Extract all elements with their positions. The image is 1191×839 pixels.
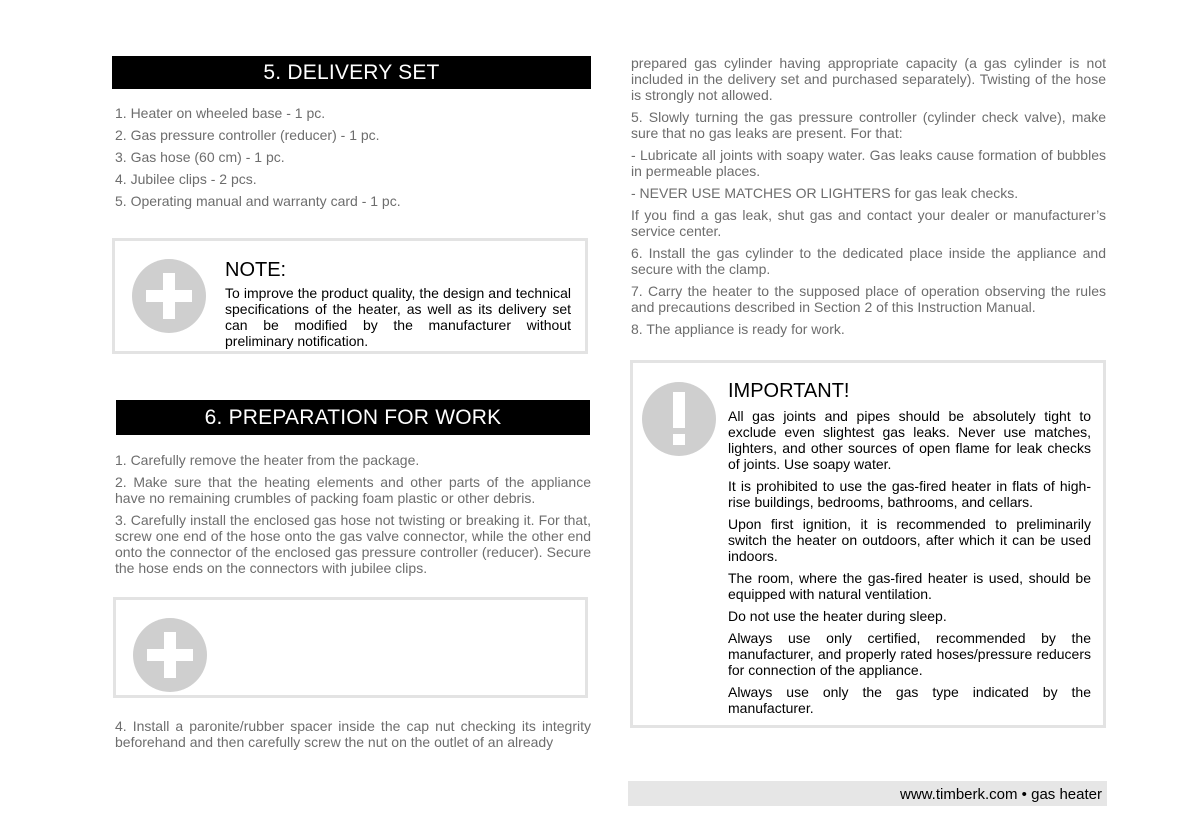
important-item: Do not use the heater during sleep. (728, 608, 947, 624)
paragraph: 7. Carry the heater to the supposed place of operation observing the rules and precautions described in Section 2 of this Instruction Manual. (631, 283, 1106, 315)
paragraph: 6. Install the gas cylinder to the dedicated place inside the appliance and secure with the clamp. (631, 245, 1106, 277)
paragraph: If you find a gas leak, shut gas and contact your dealer or manufacturer’s service center. (631, 207, 1106, 239)
prep-step-4: 4. Install a paronite/rubber spacer inside the cap nut checking its integrity beforehand and then carefully screw the nut on the outlet of an already (115, 718, 591, 750)
preparation-steps (115, 452, 591, 576)
delivery-set-header: 5. DELIVERY SET (112, 56, 591, 89)
preparation-header: 6. PREPARATION FOR WORK (116, 400, 590, 435)
important-item: Upon first ignition, it is recommended to preliminarily switch the heater on outdoors, after which it can be used indoors. (728, 516, 1091, 564)
important-box (630, 360, 1106, 728)
paragraph: prepared gas cylinder having appropriate capacity (a gas cylinder is not included in the delivery set and purchased separately). Twisting of the hose is strongly not allowed. (631, 55, 1106, 103)
list-item: 1. Heater on wheeled base - 1 pc. (115, 105, 326, 121)
note-box (112, 238, 588, 354)
paragraph: - NEVER USE MATCHES OR LIGHTERS for gas leak checks. (631, 185, 1019, 201)
right-column-text (631, 55, 1106, 337)
important-item: Always use only the gas type indicated by the manufacturer. (728, 684, 1091, 716)
important-item: It is prohibited to use the gas-fired heater in flats of high-rise buildings, bedrooms, bathrooms, and cellars. (728, 478, 1091, 510)
list-item: 5. Operating manual and warranty card - 1 pc. (115, 193, 401, 209)
paragraph: 5. Slowly turning the gas pressure controller (cylinder check valve), make sure that no gas leaks are present. For that: (631, 109, 1106, 141)
important-item: All gas joints and pipes should be absolutely tight to exclude even slightest gas leaks. Never use matches, lighters, and other sources of open flame for leak checks of joints. Use soapy water. (728, 408, 1091, 472)
important-list (728, 408, 1091, 722)
list-item: 4. Jubilee clips - 2 pcs. (115, 171, 257, 187)
note-box-empty (113, 597, 588, 698)
note-title: NOTE: (225, 259, 287, 281)
prep-step: 3. Carefully install the enclosed gas hose not twisting or breaking it. For that, screw one end of the hose onto the gas valve connector, while the other end onto the connector of the enclosed gas pressure controller (reducer). Secure the hose ends on the connectors with jubilee clips. (115, 512, 591, 576)
prep-step: 1. Carefully remove the heater from the package. (115, 452, 420, 468)
list-item: 3. Gas hose (60 cm) - 1 pc. (115, 149, 285, 165)
exclamation-icon (642, 382, 716, 456)
plus-icon (133, 618, 207, 692)
page-footer (628, 781, 1107, 806)
footer-text: www.timberk.com • gas heater (900, 786, 1102, 803)
delivery-list (115, 102, 591, 212)
note-text: To improve the product quality, the design and technical specifications of the heater, as well as its delivery set can be modified by the manufacturer without preliminary notification. (225, 285, 571, 349)
paragraph: 8. The appliance is ready for work. (631, 321, 845, 337)
prep-step: 2. Make sure that the heating elements and other parts of the appliance have no remaining crumbles of packing foam plastic or other debris. (115, 474, 591, 506)
important-item: The room, where the gas-fired heater is used, should be equipped with natural ventilation. (728, 570, 1091, 602)
important-item: Always use only certified, recommended by the manufacturer, and properly rated hoses/pressure reducers for connection of the appliance. (728, 630, 1091, 678)
paragraph: - Lubricate all joints with soapy water. Gas leaks cause formation of bubbles in permeable places. (631, 147, 1106, 179)
plus-icon (132, 259, 206, 333)
important-title: IMPORTANT! (728, 380, 850, 402)
list-item: 2. Gas pressure controller (reducer) - 1 pc. (115, 127, 380, 143)
